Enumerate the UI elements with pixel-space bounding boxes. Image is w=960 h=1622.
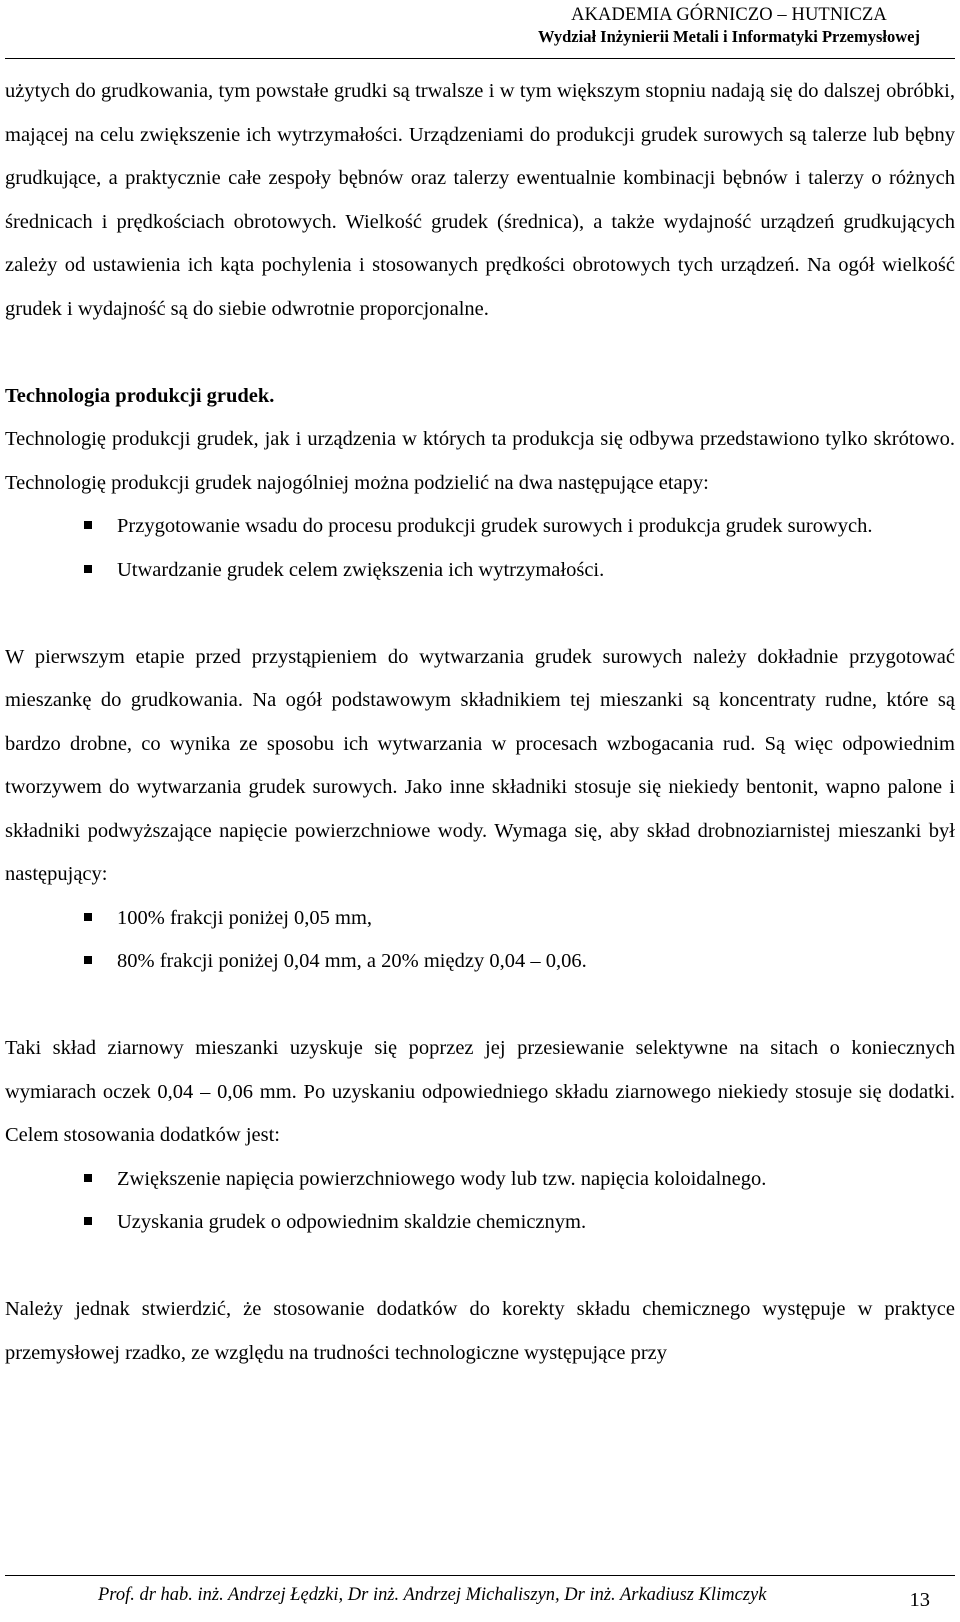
paragraph-1: użytych do grudkowania, tym powstałe grudki są trwalsze i w tym większym stopniu nadają się do dalszej obróbki, mającej na celu zwiększenie ich wytrzymałości. Urządzeniami do produkcji grudek surowych są talerze lub bębny grudkujące, a praktycznie całe zespoły bębnów oraz talerzy ewentualnie kombinacji bębnów i talerzy o różnych średnicach i prędkościach obrotowych. Wielkość grudek (średnica), a także wydajność urządzeń grudkujących zależy od ustawienia ich kąta pochylenia i stosowanych prędkości obrotowych tych urządzeń. Na ogół wielkość grudek i wydajność są do siebie odwrotnie proporcjonalne. xyxy=(5,80,955,320)
paragraph-4: Taki skład ziarnowy mieszanki uzyskuje się poprzez jej przesiewanie selektywne na sitach o koniecznych wymiarach oczek 0,04 – 0,06 mm. Po uzyskaniu odpowiedniego składu ziarnowego niekiedy stosuje się dodatki. Celem stosowania dodatków jest: xyxy=(5,1037,955,1146)
footer-divider xyxy=(5,1575,955,1576)
footer-authors: Prof. dr hab. inż. Andrzej Łędzki, Dr inż. Andrzej Michaliszyn, Dr inż. Arkadiusz Klimczyk xyxy=(98,1585,767,1605)
paragraph-spacer xyxy=(5,331,955,375)
additives-list xyxy=(5,1158,955,1245)
page-header xyxy=(538,4,920,48)
list-item xyxy=(5,549,955,593)
paragraph-spacer xyxy=(5,592,955,636)
square-bullet-icon xyxy=(84,913,92,921)
square-bullet-icon xyxy=(84,1174,92,1182)
document-body xyxy=(5,70,955,1375)
header-divider xyxy=(5,58,955,59)
paragraph-spacer xyxy=(5,984,955,1028)
section-heading: Technologia produkcji grudek. xyxy=(5,384,275,407)
faculty-name: Wydział Inżynierii Metali i Informatyki Przemysłowej xyxy=(537,27,920,46)
list-item-text: 100% frakcji poniżej 0,05 mm, xyxy=(117,906,373,929)
square-bullet-icon xyxy=(84,956,92,964)
paragraph-5: Należy jednak stwierdzić, że stosowanie dodatków do korekty składu chemicznego występuje w praktyce przemysłowej rzadko, ze względu na trudności technologiczne występujące przy xyxy=(5,1298,955,1364)
fraction-list xyxy=(5,897,955,984)
list-item xyxy=(5,940,955,984)
paragraph-2: Technologię produkcji grudek, jak i urządzenia w których ta produkcja się odbywa przedstawiono tylko skrótowo. Technologię produkcji grudek najogólniej można podzielić na dwa następujące etapy: xyxy=(5,428,955,494)
square-bullet-icon xyxy=(84,565,92,573)
square-bullet-icon xyxy=(84,1217,92,1225)
list-item xyxy=(5,897,955,941)
paragraph-3: W pierwszym etapie przed przystąpieniem do wytwarzania grudek surowych należy dokładnie przygotować mieszankę do grudkowania. Na ogół podstawowym składnikiem tej mieszanki są koncentraty rudne, które są bardzo drobne, co wynika ze sposobu ich wytwarzania w procesach wzbogacania rud. Są więc odpowiednim tworzywem do wytwarzania grudek surowych. Jako inne składniki stosuje się niekiedy bentonit, wapno palone i składniki podwyższające napięcie powierzchniowe wody. Wymaga się, aby skład drobnoziarnistej mieszanki był następujący: xyxy=(5,645,955,885)
paragraph-spacer xyxy=(5,1245,955,1289)
list-item xyxy=(5,1158,955,1202)
square-bullet-icon xyxy=(84,521,92,529)
stages-list xyxy=(5,505,955,592)
list-item-text: 80% frakcji poniżej 0,04 mm, a 20% między 0,04 – 0,06. xyxy=(117,950,587,972)
list-item-text: Uzyskania grudek o odpowiednim skaldzie chemicznym. xyxy=(117,1211,587,1233)
page-number: 13 xyxy=(909,1589,930,1611)
list-item-text: Przygotowanie wsadu do procesu produkcji grudek surowych i produkcja grudek surowych. xyxy=(117,515,873,537)
list-item-text: Zwiększenie napięcia powierzchniowego wody lub tzw. napięcia koloidalnego. xyxy=(117,1167,767,1190)
list-item xyxy=(5,1201,955,1245)
list-item-text: Utwardzanie grudek celem zwiększenia ich wytrzymałości. xyxy=(117,558,605,581)
university-name: AKADEMIA GÓRNICZO – HUTNICZA xyxy=(571,5,887,25)
list-item xyxy=(5,505,955,549)
